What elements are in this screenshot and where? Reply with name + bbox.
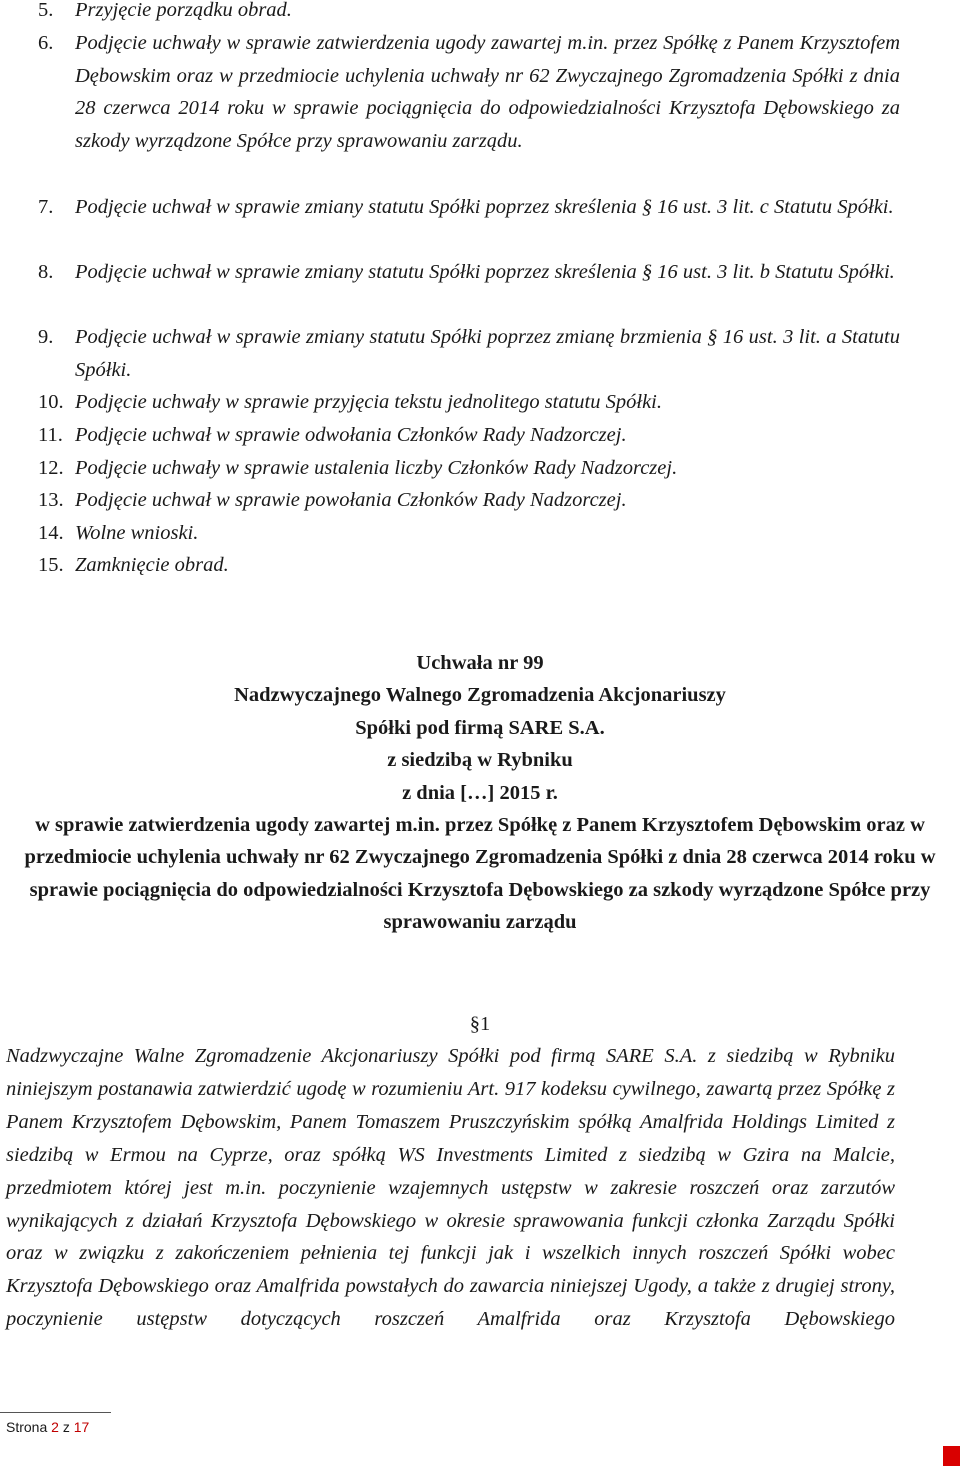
agenda-item-number: 6. (38, 32, 54, 54)
agenda-item-text: Podjęcie uchwały w sprawie ustalenia liczby Członków Rady Nadzorczej. (75, 457, 678, 479)
footer-separator: z (62, 1419, 70, 1435)
footer-prefix: Strona (6, 1419, 48, 1435)
agenda-item (38, 0, 900, 27)
company-seat: z siedzibą w Rybniku (387, 749, 573, 772)
agenda-item (38, 321, 900, 386)
agenda-item (38, 27, 900, 158)
agenda-item (38, 517, 900, 550)
agenda-item-text: Podjęcie uchwał w sprawie zmiany statutu Spółki poprzez zmianę brzmienia § 16 ust. 3 lit. a Statutu Spółki. (75, 326, 900, 381)
resolution-body: Nadzwyczajnego Walnego Zgromadzenia Akcjonariuszy (234, 684, 726, 707)
agenda-item-text: Przyjęcie porządku obrad. (75, 0, 292, 21)
agenda-item-number: 8. (38, 261, 54, 283)
footer-divider (0, 1412, 111, 1413)
agenda-item-number: 11. (38, 424, 63, 446)
agenda-item-number: 13. (38, 489, 64, 511)
agenda-item-text: Podjęcie uchwały w sprawie zatwierdzenia ugody zawartej m.in. przez Spółkę z Panem Krzysztofem Dębowskim oraz w przedmiocie uchylenia uchwały nr 62 Zwyczajnego Zgromadzenia Spółki z dnia 28 czerwca 2014 roku w sprawie pociągnięcia do odpowiedzialności Krzysztofa Dębowskiego za szkody wyrządzone Spółce przy sprawowaniu zarządu. (75, 32, 900, 153)
agenda-item-number: 9. (38, 326, 54, 348)
agenda-item (38, 419, 900, 452)
resolution-subject: w sprawie zatwierdzenia ugody zawartej m.in. przez Spółkę z Panem Krzysztofem Dębowskim oraz w przedmiocie uchylenia uchwały nr 62 Zwyczajnego Zgromadzenia Spółki z dnia 28 czerwca 2014 roku w sprawie pociągnięcia do odpowiedzialności Krzysztofa Dębowskiego za szkody wyrządzone Spółce przy sprawowaniu zarządu (24, 814, 936, 934)
agenda-item-number: 15. (38, 554, 64, 576)
agenda-item (38, 191, 900, 224)
agenda-item-text: Zamknięcie obrad. (75, 554, 229, 576)
section-body: Nadzwyczajne Walne Zgromadzenie Akcjonariuszy Spółki pod firmą SARE S.A. z siedzibą w Rybniku niniejszym postanawia zatwierdzić ugodę w rozumieniu Art. 917 kodeksu cywilnego, zawartą przez Spółkę z Panem Krzysztofem Dębowskim, Panem Tomaszem Pruszczyńskim spółką Amalfrida Holdings Limited z siedzibą w Ermou na Cyprze, oraz spółką WS Investments Limited z siedzibą w Gzira na Malcie, przedmiotem której jest m.in. poczynienie wzajemnych ustępstw w zakresie roszczeń oraz zarzutów wynikających z działań Krzysztofa Dębowskiego w okresie sprawowania funkcji członka Zarządu Spółki oraz w związku z zakończeniem pełnienia tej funkcji jak i wszelkich innych roszczeń Spółki wobec Krzysztofa Dębowskiego oraz Amalfrida powstałych do zawarcia niniejszej Ugody, a także z drugiej strony, poczynienie ustępstw dotyczących roszczeń Amalfrida oraz Krzysztofa Dębowskiego (6, 1045, 895, 1331)
agenda-item-text: Podjęcie uchwał w sprawie zmiany statutu Spółki poprzez skreślenia § 16 ust. 3 lit. b Statutu Spółki. (75, 261, 895, 283)
page-footer (6, 1418, 89, 1436)
agenda-item-number: 5. (38, 0, 54, 21)
section-mark: §1 (469, 1013, 491, 1035)
footer-page-total: 17 (73, 1419, 90, 1435)
agenda-item-text: Podjęcie uchwał w sprawie odwołania Członków Rady Nadzorczej. (75, 424, 627, 446)
agenda-item-text: Podjęcie uchwał w sprawie zmiany statutu Spółki poprzez skreślenia § 16 ust. 3 lit. c Statutu Spółki. (75, 196, 894, 218)
agenda-item-text: Podjęcie uchwały w sprawie przyjęcia tekstu jednolitego statutu Spółki. (75, 391, 662, 413)
agenda-item-text: Podjęcie uchwał w sprawie powołania Członków Rady Nadzorczej. (75, 489, 627, 511)
resolution-heading (0, 647, 960, 939)
footer-page-number: 2 (51, 1419, 59, 1435)
agenda-item (38, 452, 900, 485)
agenda-item-number: 12. (38, 457, 64, 479)
corner-logo-icon (943, 1446, 960, 1466)
agenda-item (38, 484, 900, 517)
agenda-item (38, 549, 900, 582)
agenda-item-text: Wolne wnioski. (75, 522, 199, 544)
agenda-item (38, 256, 900, 289)
company-name: Spółki pod firmą SARE S.A. (355, 716, 605, 739)
agenda-item-number: 10. (38, 391, 64, 413)
agenda-item-number: 14. (38, 522, 64, 544)
agenda-item (38, 386, 900, 419)
agenda-item-number: 7. (38, 196, 54, 218)
resolution-date: z dnia […] 2015 r. (402, 781, 558, 804)
resolution-number: Uchwała nr 99 (416, 652, 544, 674)
